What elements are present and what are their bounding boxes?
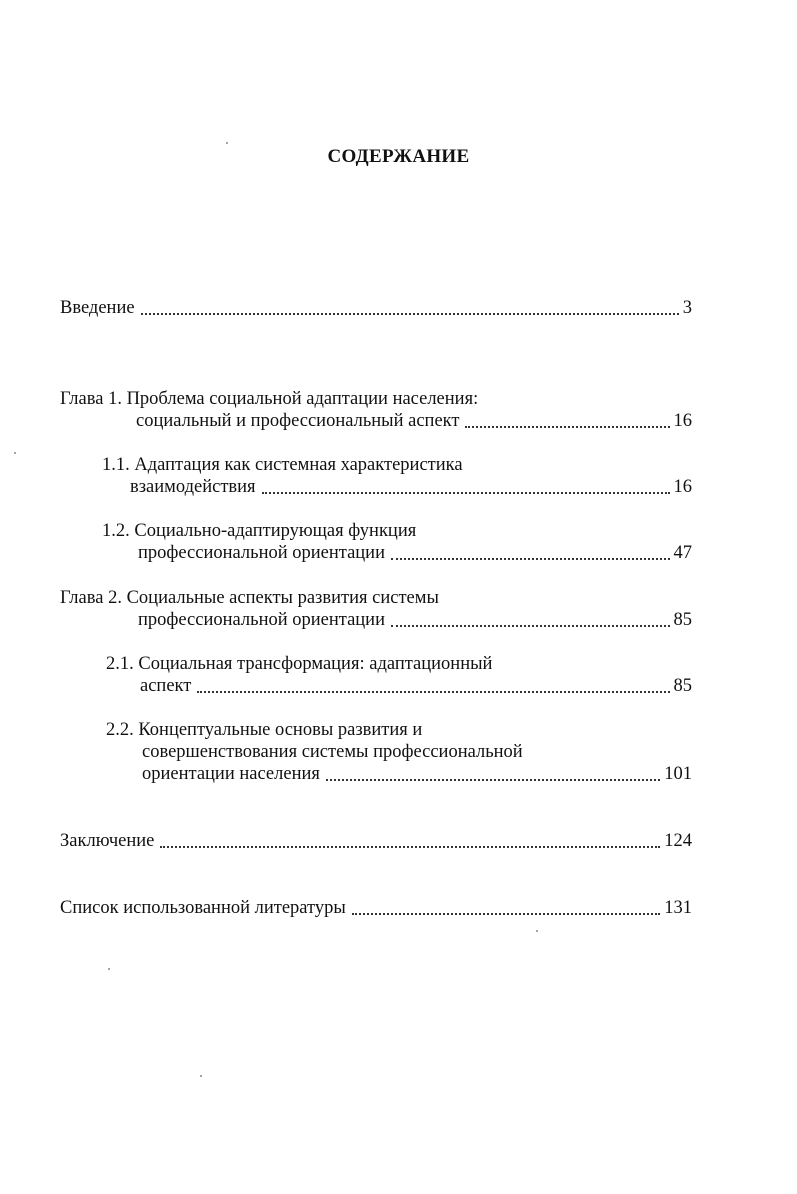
- toc-entry-chapter-2: [138, 609, 692, 631]
- toc-entry-chapter-1: [136, 410, 692, 432]
- toc-label: аспект: [140, 676, 192, 696]
- toc-entry-section-1-1: [130, 476, 692, 498]
- dot-leader: [262, 482, 670, 494]
- toc-page-number: 3: [682, 298, 692, 318]
- toc-chapter-2-title: Глава 2. Социальные аспекты развития системы: [60, 588, 439, 608]
- toc-entry-intro: [60, 297, 692, 319]
- dot-leader: [352, 903, 660, 915]
- dot-leader: [197, 681, 669, 693]
- toc-page-number: 16: [673, 477, 692, 497]
- toc-label: Заключение: [60, 831, 155, 851]
- dot-leader: [391, 615, 670, 627]
- toc-page-number: 124: [664, 831, 692, 851]
- toc-page-number: 101: [664, 764, 692, 784]
- dot-leader: [391, 548, 670, 560]
- scan-speck: [226, 142, 228, 144]
- toc-chapter-1-title: Глава 1. Проблема социальной адаптации населения:: [60, 389, 479, 409]
- toc-page-number: 47: [673, 543, 692, 563]
- scan-speck: [108, 968, 110, 970]
- dot-leader: [465, 416, 669, 428]
- toc-section-1-1-title: 1.1. Адаптация как системная характеристика: [102, 455, 463, 475]
- toc-label: ориентации населения: [142, 764, 320, 784]
- toc-label: профессиональной ориентации: [138, 610, 385, 630]
- toc-label: профессиональной ориентации: [138, 543, 385, 563]
- toc-entry-section-1-2: [138, 542, 692, 564]
- toc-page-number: 131: [664, 898, 692, 918]
- toc-label: взаимодействия: [130, 477, 256, 497]
- dot-leader: [141, 303, 679, 315]
- scan-speck: [200, 1075, 202, 1077]
- toc-entry-references: [60, 897, 692, 919]
- scan-speck: [536, 930, 538, 932]
- toc-section-2-2-title-cont: совершенствования системы профессиональной: [142, 742, 523, 762]
- page-title: СОДЕРЖАНИЕ: [327, 146, 470, 167]
- toc-label: Введение: [60, 298, 135, 318]
- toc-page-number: 85: [673, 676, 692, 696]
- toc-entry-conclusion: [60, 830, 692, 852]
- toc-section-1-2-title: 1.2. Социально-адаптирующая функция: [102, 521, 417, 541]
- toc-section-2-2-title: 2.2. Концептуальные основы развития и: [106, 720, 423, 740]
- toc-entry-section-2-2: [142, 763, 692, 785]
- toc-page-number: 16: [673, 411, 692, 431]
- toc-label: социальный и профессиональный аспект: [136, 411, 460, 431]
- toc-label: Список использованной литературы: [60, 898, 346, 918]
- dot-leader: [326, 769, 660, 781]
- toc-entry-section-2-1: [140, 675, 692, 697]
- toc-section-2-1-title: 2.1. Социальная трансформация: адаптационный: [106, 654, 493, 674]
- scan-speck: [14, 452, 16, 454]
- toc-page-number: 85: [673, 610, 692, 630]
- dot-leader: [160, 836, 660, 848]
